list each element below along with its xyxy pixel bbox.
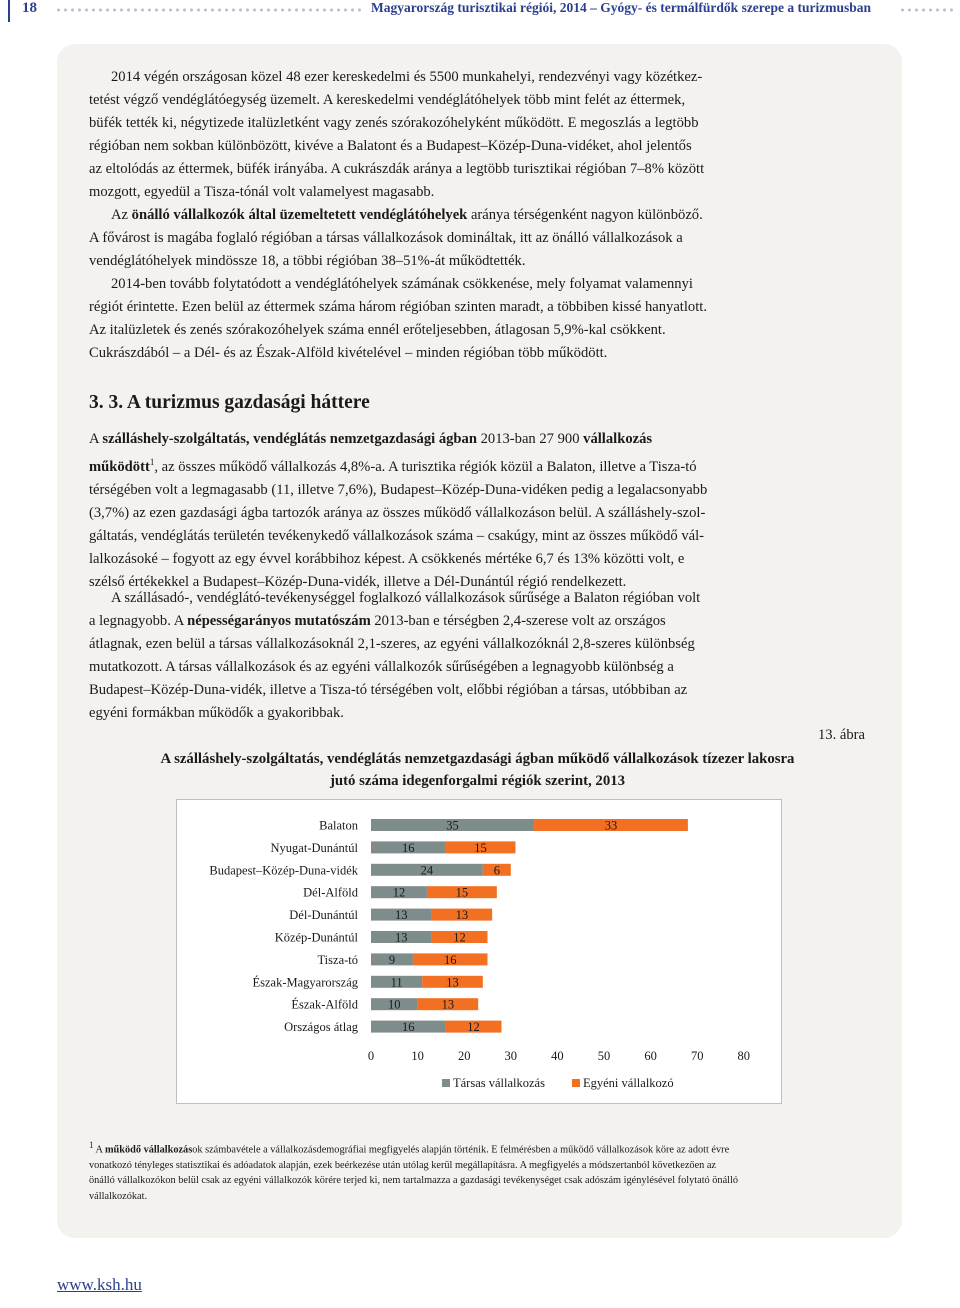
legend-label-tarsas: Társas vállalkozás bbox=[453, 1076, 545, 1090]
data-label: 13 bbox=[395, 908, 408, 923]
section-paragraph-1 bbox=[89, 428, 866, 594]
legend-swatch-tarsas bbox=[442, 1079, 450, 1087]
stacked-bar-chart bbox=[177, 800, 781, 1103]
footnote bbox=[89, 1138, 866, 1204]
text-line: régiót érintette. Ezen belül az éttermek száma három régióban szinten maradt, a többiben kissé hanyatlott. bbox=[89, 299, 707, 315]
text-line: mozgott, egyedül a Tisza-tónál volt valamelyest magasabb. bbox=[89, 184, 435, 200]
data-label: 24 bbox=[420, 863, 434, 878]
text-line: tetést végző vendéglátóegység üzemelt. A kereskedelmi vendéglátóhelyek több mint felét az éttermek, bbox=[89, 92, 686, 108]
figure-title bbox=[89, 748, 866, 792]
text-line: A fővárost is magába foglaló régióban a társas vállalkozások domináltak, itt az önálló vállalkozások a bbox=[89, 230, 683, 246]
text-line: Budapest–Közép-Duna-vidék, illetve a Tisza-tó térségében volt, előbbi régióban a társas, utóbbiban az bbox=[89, 682, 688, 698]
x-tick-label: 60 bbox=[644, 1049, 657, 1063]
data-label: 12 bbox=[392, 885, 406, 900]
x-tick-label: 40 bbox=[551, 1049, 564, 1063]
data-label: 10 bbox=[388, 997, 401, 1012]
x-tick-label: 0 bbox=[367, 1049, 375, 1063]
footnote-line: vonatkozó tényleges statisztikai és adóadatok alapján, ezek beérkezése után utólag kerül megállapításra. A megfigyelés a módszertanból következően az bbox=[89, 1159, 717, 1171]
data-label: 12 bbox=[453, 930, 466, 945]
text-line: mutatkozott. A társas vállalkozások és az egyéni vállalkozók sűrűségében a legnagyobb különbség a bbox=[89, 659, 674, 675]
text-line: (3,7%) az ezen gazdasági ágba tartozók aránya az összes működő vállalkozáson belül. A szálláshely-szol- bbox=[89, 504, 706, 521]
bold-term: működő vállalkozás bbox=[104, 1144, 193, 1156]
text-line: a legnagyobb. A népességarányos mutatószám 2013-ban e térségben 2,4-szerese volt az országos bbox=[89, 613, 666, 629]
data-label: 15 bbox=[455, 885, 469, 900]
footnote-line: vállalkozókat. bbox=[89, 1190, 148, 1202]
footnote-line: önálló vállalkozókon belül csak az egyéni vállalkozók körére terjed ki, nem tartalmazza a gazdasági tevékenységet csak adószám igénylésével folytató önálló bbox=[89, 1175, 739, 1187]
text-line: Cukrászdából – a Dél- és az Észak-Alföld kivételével – minden régióban több működött. bbox=[89, 345, 608, 361]
data-label: 33 bbox=[604, 818, 618, 833]
category-label: Tisza-tó bbox=[317, 952, 358, 967]
text-line: A szállásadó-, vendéglátó-tevékenységgel foglalkozó vállalkozások sűrűsége a Balaton régióban volt bbox=[111, 590, 701, 606]
text-line: Az önálló vállalkozók által üzemeltetett vendéglátóhelyek aránya térségenként nagyon különböző. bbox=[111, 207, 703, 223]
footnote-ref: 1 bbox=[149, 457, 155, 467]
x-tick-label: 20 bbox=[457, 1049, 471, 1063]
figure-title-line: A szálláshely-szolgáltatás, vendéglátás nemzetgazdasági ágban működő vállalkozások tízezer lakosra bbox=[160, 751, 795, 767]
page-number: 18 bbox=[22, 0, 37, 16]
footer-link[interactable]: www.ksh.hu bbox=[57, 1275, 142, 1294]
legend-swatch-egyeni bbox=[572, 1079, 580, 1087]
text-line: vendéglátóhelyek mindössze 18, a többi régióban 38–51%-át működtették. bbox=[89, 253, 526, 269]
page-header bbox=[0, 0, 960, 22]
text-line: gáltatás, vendéglátás területén tevékenykedő vállalkozások száma – csakúgy, mint az összes működő vál- bbox=[89, 527, 705, 544]
data-label: 16 bbox=[443, 952, 457, 967]
text-line: átlagnak, ezen belül a társas vállalkozásoknál 2,1-szeres, az egyéni vállalkozóknál 2,8-szeres különbség bbox=[89, 636, 695, 652]
data-label: 9 bbox=[388, 952, 396, 967]
text-line: büfék tették ki, négytizede italüzletként vagy zenés szórakozóhelyként működött. E megoszlás a legtöbb bbox=[89, 115, 699, 131]
x-tick-label: 30 bbox=[504, 1049, 518, 1063]
intro-paragraph-3 bbox=[89, 273, 866, 365]
footnote-line: $^1$ A működő vállalkozások számbavétele a vállalkozásdemográfiai megfigyelés alapján történik. E felmérésben a működő vállalkozások köre az adott évre bbox=[89, 1140, 730, 1156]
data-label: 13 bbox=[455, 908, 469, 923]
data-label: 15 bbox=[474, 840, 487, 855]
text-line: egyéni formákban működők a gyakoribbak. bbox=[89, 705, 344, 721]
category-label: Észak-Alföld bbox=[291, 997, 358, 1012]
text-line: Az italüzletek és zenés szórakozóhelyek száma ennél erőteljesebben, átlagosan 5,9%-kal csökkent. bbox=[89, 322, 666, 338]
text-line: az eltolódás az éttermek, büfék irányába. A cukrászdák aránya a legtöbb turisztikai régióban 7–8% között bbox=[89, 161, 705, 177]
data-label: 35 bbox=[446, 818, 459, 833]
category-label: Észak-Magyarország bbox=[252, 975, 358, 990]
bold-term: önálló vállalkozók által üzemeltetett vendéglátóhelyek bbox=[131, 207, 468, 223]
header-rule bbox=[8, 0, 10, 22]
x-tick-label: 50 bbox=[597, 1049, 611, 1063]
header-dots-right bbox=[899, 8, 957, 12]
category-label: Nyugat-Dunántúl bbox=[270, 840, 358, 855]
text-line: 2014-ben tovább folytatódott a vendéglátóhelyek számának csökkenése, mely folyamat valamennyi bbox=[111, 276, 693, 292]
data-label: 12 bbox=[467, 1020, 480, 1035]
data-label: 13 bbox=[395, 930, 408, 945]
data-label: 13 bbox=[441, 997, 455, 1012]
text-line: térségében volt a legmagasabb (11, illetve 7,6%), Budapest–Közép-Duna-vidéken pedig a legalacsonyabb bbox=[89, 481, 708, 498]
data-label: 13 bbox=[446, 975, 459, 990]
data-label: 11 bbox=[390, 975, 403, 990]
intro-paragraph-2 bbox=[89, 204, 866, 273]
text-line: szélső értékekkel a Budapest–Közép-Duna-vidék, illetve a Dél-Dunántúl régió rendelkezett. bbox=[89, 573, 627, 590]
category-label: Dél-Dunántúl bbox=[289, 908, 358, 923]
x-tick-label: 10 bbox=[411, 1049, 424, 1063]
intro-paragraph-1 bbox=[89, 66, 866, 204]
running-title: Magyarország turisztikai régiói, 2014 – Gyógy- és termálfürdők szerepe a turizmusban bbox=[371, 0, 872, 15]
figure-number: 13. ábra bbox=[817, 727, 865, 743]
category-label: Dél-Alföld bbox=[303, 885, 358, 900]
text-line: régióban nem sokban különbözött, kivéve a Balatont és a Budapest–Közép-Duna-vidéket, ahol jelentős bbox=[89, 138, 692, 154]
legend-label-egyeni: Egyéni vállalkozó bbox=[583, 1076, 674, 1090]
chart-frame bbox=[176, 799, 782, 1104]
x-tick-label: 80 bbox=[737, 1049, 751, 1063]
category-label: Közép-Dunántúl bbox=[274, 930, 358, 945]
header-dots-left bbox=[55, 8, 361, 12]
text-line: lalkozásoké – fogyott az egy évvel korábbihoz képest. A csökkenés mértéke 6,7 és 13% közötti volt, e bbox=[89, 550, 685, 567]
text-line: 2014 végén országosan közel 48 ezer kereskedelmi és 5500 munkahelyi, rendezvényi vagy közétkez- bbox=[111, 69, 703, 85]
text-line: működött$^1$, az összes működő vállalkozás 4,8%-a. A turisztika régiók közül a Balaton, illetve a Tisza-tó bbox=[89, 457, 697, 475]
category-label: Balaton bbox=[319, 818, 358, 833]
text-line: A szálláshely-szolgáltatás, vendéglátás nemzetgazdasági ágban 2013-ban 27 900 vállalkozás bbox=[89, 431, 653, 447]
figure-title-line: jutó száma idegenforgalmi régiók szerint, 2013 bbox=[329, 773, 626, 789]
bold-term: népességarányos mutatószám bbox=[187, 613, 371, 629]
data-label: 16 bbox=[402, 1020, 415, 1035]
section-paragraph-2 bbox=[89, 587, 866, 725]
data-label: 16 bbox=[402, 840, 415, 855]
bold-term: működött bbox=[89, 458, 150, 475]
section-heading: 3. 3. A turizmus gazdasági háttere bbox=[89, 392, 370, 413]
category-label: Budapest–Közép-Duna-vidék bbox=[209, 863, 358, 878]
x-tick-label: 70 bbox=[690, 1049, 704, 1063]
data-label: 6 bbox=[493, 863, 500, 878]
category-label: Országos átlag bbox=[284, 1020, 358, 1035]
